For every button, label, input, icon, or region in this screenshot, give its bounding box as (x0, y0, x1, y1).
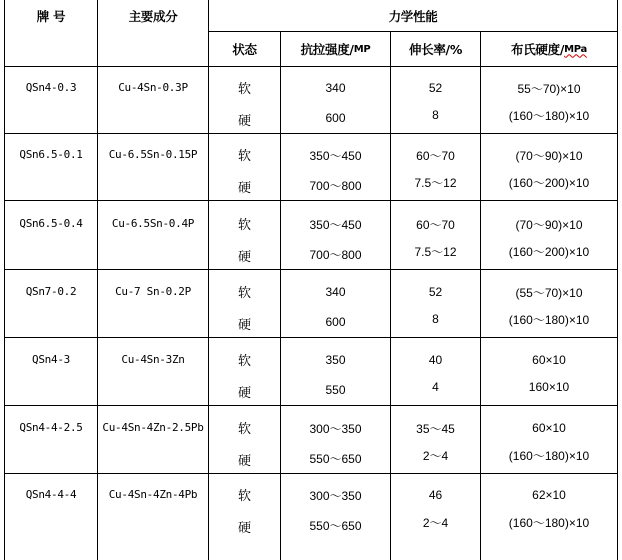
tensile-cell: 340 (325, 285, 346, 299)
hardness-cell: (55～70)×10 (515, 285, 583, 300)
hardness-cell: (160～180)×10 (508, 108, 590, 123)
state-cell: 硬 (237, 249, 251, 265)
state-cell: 软 (237, 81, 251, 97)
tensile-cell: 550～650 (309, 518, 362, 533)
elongation-cell: 2～4 (422, 448, 449, 463)
hardness-cell: 60×10 (532, 421, 566, 435)
tensile-cell: 340 (325, 81, 346, 95)
hardness-cell: 62×10 (532, 488, 566, 502)
tensile-cell: 600 (325, 111, 346, 125)
tensile-cell: 600 (325, 315, 346, 329)
tensile-cell: 300～350 (309, 488, 362, 503)
grade-cell: QSn4-4-2.5 (19, 420, 83, 434)
composition-cell: Cu-4Sn-0.3P (118, 80, 188, 94)
state-cell: 硬 (237, 317, 251, 333)
elongation-cell: 8 (432, 108, 439, 122)
state-cell: 软 (237, 421, 251, 437)
state-cell: 硬 (237, 520, 251, 536)
tensile-cell: 300～350 (309, 421, 362, 436)
grade-cell: QSn4-0.3 (25, 80, 77, 94)
composition-cell: Cu-7 Sn-0.2P (115, 284, 191, 298)
state-cell: 软 (237, 353, 251, 369)
composition-cell: Cu-4Sn-4Zn-2.5Pb (102, 420, 204, 434)
state-cell: 硬 (237, 453, 251, 469)
state-cell: 软 (237, 148, 251, 164)
grade-cell: QSn4-3 (32, 352, 70, 366)
tensile-cell: 550～650 (309, 451, 362, 466)
hardness-cell: (160～180)×10 (508, 448, 590, 463)
header-mechanical-properties: 力学性能 (388, 8, 438, 24)
row-divider (4, 200, 618, 201)
hardness-label: 布氏硬度/ (511, 42, 565, 57)
header-tensile-strength (281, 32, 390, 66)
elongation-cell: 8 (432, 312, 439, 326)
composition-cell: Cu-6.5Sn-0.15P (108, 147, 198, 161)
tensile-cell: 700～800 (309, 178, 362, 193)
hardness-cell: (160～200)×10 (508, 175, 590, 190)
row-divider (4, 473, 618, 474)
tensile-cell: 350～450 (309, 217, 362, 232)
grade-cell: QSn4-4-4 (25, 487, 77, 501)
elongation-cell: 60～70 (416, 148, 455, 163)
row-divider (4, 269, 618, 270)
tensile-label: 抗拉强度/ (300, 42, 354, 57)
tensile-cell: 700～800 (309, 247, 362, 262)
elongation-cell: 35～45 (416, 421, 455, 436)
elongation-cell: 7.5～12 (414, 244, 457, 259)
hardness-cell: (160～200)×10 (508, 244, 590, 259)
grade-cell: QSn6.5-0.4 (19, 216, 83, 230)
hardness-cell: (70～90)×10 (515, 148, 583, 163)
tensile-cell: 350 (325, 353, 346, 367)
header-elongation: 伸长率/% (408, 42, 463, 57)
row-divider (4, 337, 618, 338)
header-composition: 主要成分 (128, 8, 178, 24)
header-brinell-hardness (481, 32, 617, 66)
state-cell: 硬 (237, 385, 251, 401)
elongation-cell: 40 (428, 353, 443, 367)
hardness-cell: 55～70)×10 (517, 81, 581, 96)
elongation-cell: 7.5～12 (414, 175, 457, 190)
elongation-cell: 4 (432, 380, 439, 394)
bronze-properties-table (4, 0, 618, 560)
row-divider (4, 405, 618, 406)
hardness-cell: 60×10 (532, 353, 566, 367)
hardness-unit: MPa (564, 43, 587, 55)
grade-cell: QSn7-0.2 (25, 284, 77, 298)
composition-cell: Cu-4Sn-3Zn (121, 352, 185, 366)
header-state: 状态 (232, 42, 257, 57)
state-cell: 软 (237, 488, 251, 504)
row-divider (4, 133, 618, 134)
grade-cell: QSn6.5-0.1 (19, 147, 83, 161)
composition-cell: Cu-4Sn-4Zn-4Pb (108, 487, 198, 501)
hardness-cell: (160～180)×10 (508, 312, 590, 327)
elongation-cell: 52 (428, 285, 443, 299)
header-bottom-line (4, 66, 618, 67)
elongation-cell: 52 (428, 81, 443, 95)
hardness-cell: (160～180)×10 (508, 515, 590, 530)
tensile-unit: MP (353, 43, 371, 55)
state-cell: 硬 (237, 180, 251, 196)
composition-cell: Cu-6.5Sn-0.4P (111, 216, 195, 230)
tensile-cell: 350～450 (309, 148, 362, 163)
hardness-cell: (70～90)×10 (515, 217, 583, 232)
elongation-cell: 2～4 (422, 515, 449, 530)
state-cell: 软 (237, 217, 251, 233)
state-cell: 硬 (237, 113, 251, 129)
tensile-cell: 550 (325, 383, 346, 397)
state-cell: 软 (237, 285, 251, 301)
border-right (617, 0, 618, 560)
elongation-cell: 46 (428, 488, 443, 502)
elongation-cell: 60～70 (416, 217, 455, 232)
header-grade: 牌 号 (36, 8, 66, 24)
hardness-cell: 160×10 (528, 380, 570, 394)
